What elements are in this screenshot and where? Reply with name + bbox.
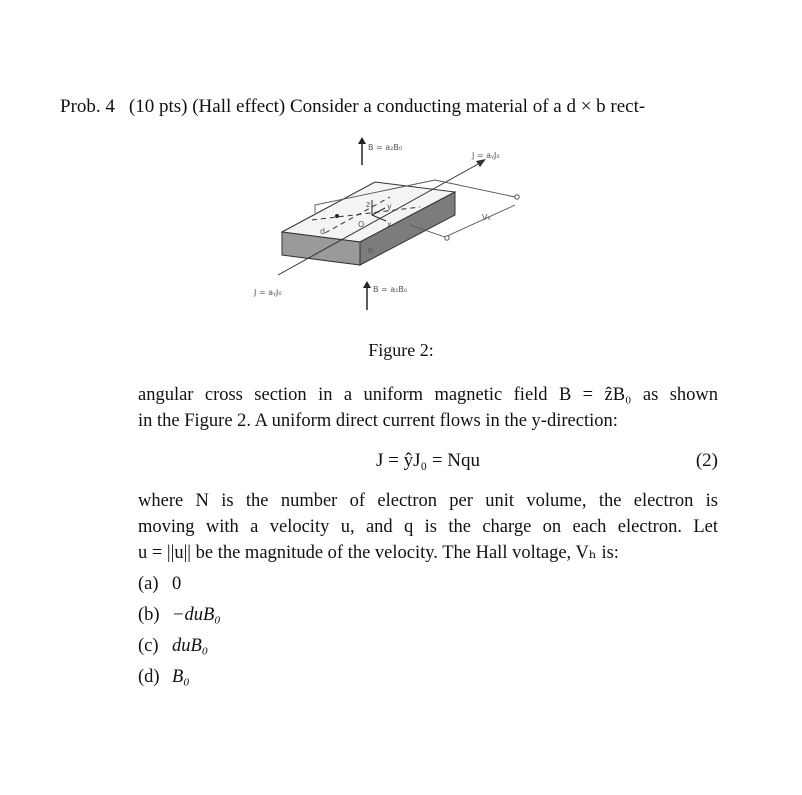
- problem-header: [60, 96, 645, 118]
- option-a: [138, 574, 181, 595]
- paragraph-1: [138, 382, 718, 434]
- label-j-bottom: J = aᵧJ₀: [254, 288, 282, 297]
- paragraph-2-line-3: u = ||u|| be the magnitude of the velocity. The Hall voltage, Vₕ is:: [138, 543, 619, 563]
- figure-caption: Figure 2:: [368, 340, 434, 360]
- equation-number: (2): [695, 450, 718, 471]
- problem-number: Prob. 4: [60, 96, 115, 117]
- option-b: [138, 605, 221, 626]
- option-c: [138, 636, 208, 657]
- b-field-arrowhead-top: [358, 137, 366, 144]
- option-a-value: 0: [172, 574, 182, 594]
- option-c-value: duB₀: [172, 636, 209, 656]
- option-d-label: (d): [138, 667, 160, 687]
- paragraph-1-line-2: in the Figure 2. A uniform direct current flows in the y-direction:: [138, 411, 618, 431]
- label-y: y: [387, 202, 392, 211]
- option-b-value: −duB₀: [172, 605, 221, 625]
- option-a-label: (a): [138, 574, 159, 594]
- label-b-top: B = a₂B₀: [368, 143, 403, 152]
- terminal-lower: [445, 236, 449, 240]
- label-z: z: [366, 200, 371, 209]
- option-d: [138, 667, 190, 688]
- paragraph-2-line-1: where N is the number of electron per unit volume, the electron is: [138, 491, 718, 511]
- option-b-label: (b): [138, 605, 160, 625]
- electron-dot: [335, 214, 339, 218]
- option-c-label: (c): [138, 636, 159, 656]
- label-o: O: [358, 220, 365, 229]
- label-x: x: [387, 220, 392, 229]
- label-b: b: [368, 246, 374, 255]
- equation-body: J = ŷJ₀ = Nqu: [375, 450, 481, 471]
- paragraph-2: [138, 488, 718, 566]
- paragraph-2-line-2: moving with a velocity u, and q is the charge on each electron. Let: [138, 517, 718, 537]
- b-field-arrowhead-bottom: [363, 281, 371, 288]
- option-d-value: B₀: [172, 667, 190, 687]
- hall-effect-figure: [240, 135, 540, 315]
- terminal-upper: [515, 195, 519, 199]
- paragraph-1-line-1: angular cross section in a uniform magnetic field B = ẑB₀ as shown: [138, 385, 718, 405]
- label-d: d: [320, 227, 326, 236]
- problem-intro: (10 pts) (Hall effect) Consider a conducting material of a d × b rect-: [128, 96, 646, 117]
- label-j-top: J = aᵧJ₀: [472, 151, 500, 160]
- label-b-bottom: B = a₂B₀: [373, 285, 408, 294]
- label-vh: Vₕ: [482, 213, 491, 222]
- current-arrowhead: [476, 159, 486, 167]
